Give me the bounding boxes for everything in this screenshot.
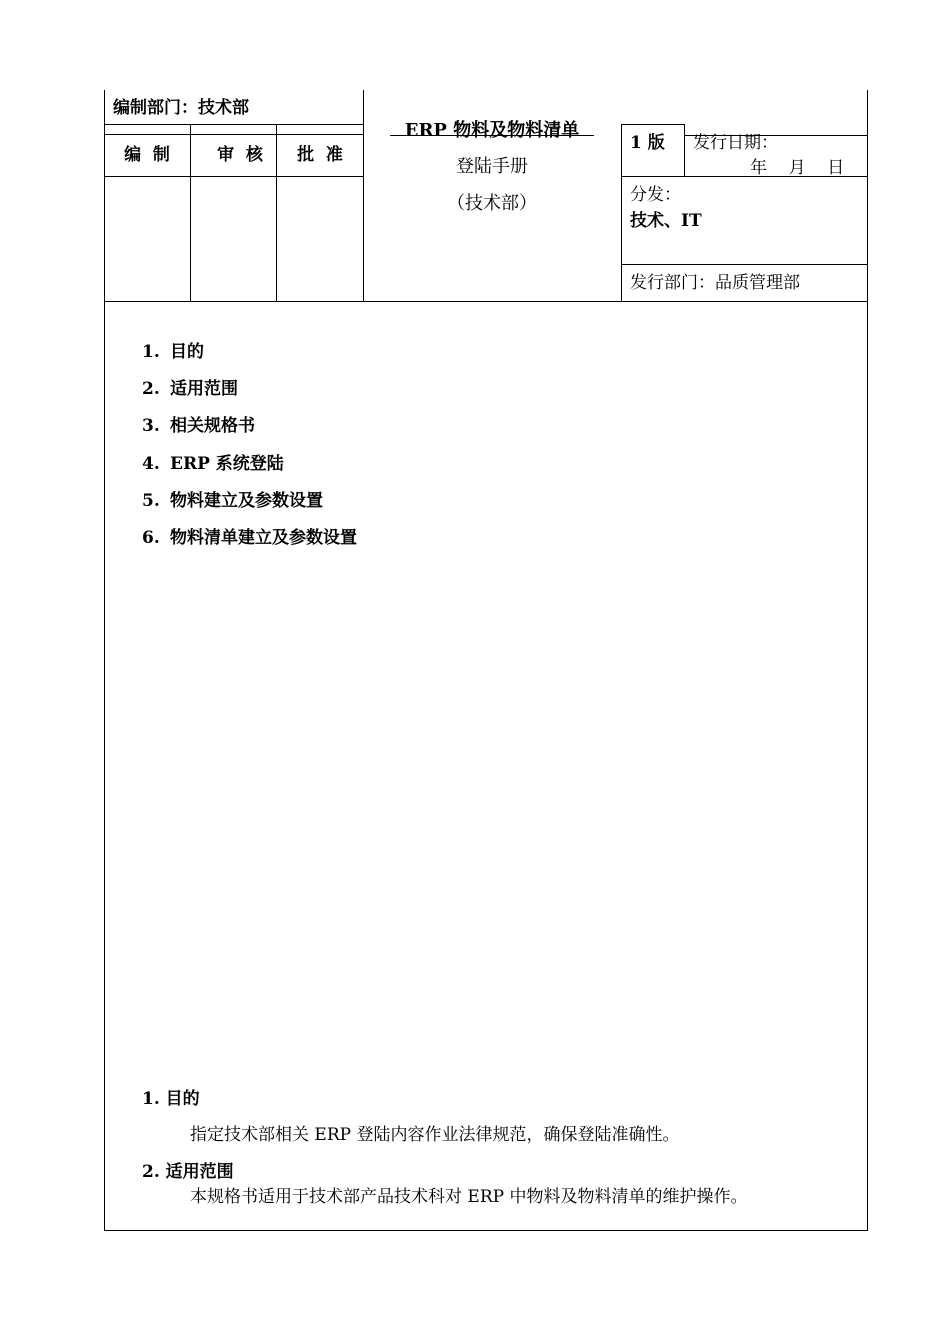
review-signature-cell[interactable] — [191, 177, 275, 300]
issue-date-label: 发行日期： — [693, 133, 778, 153]
title-line-2: 登陆手册 — [456, 156, 528, 177]
distribution-value: 技术、IT — [630, 211, 702, 231]
dept-label: 编制部门：技术部 — [113, 98, 249, 118]
section-scope-text: 本规格书适用于技术部产品技术科对 ERP 中物料及物料清单的维护操作。 — [190, 1187, 748, 1207]
header-bottom — [104, 301, 868, 302]
section-scope-heading: 2. 适用范围 — [142, 1162, 234, 1182]
toc-item[interactable]: 1. 目的 — [142, 342, 204, 362]
col-approve-label: 批 准 — [297, 145, 343, 165]
toc-item[interactable]: 3. 相关规格书 — [142, 416, 255, 436]
prepare-signature-cell[interactable] — [105, 177, 189, 300]
frame-right — [867, 90, 868, 1230]
version-label: 1 版 — [630, 133, 665, 153]
toc-item[interactable]: 5. 物料建立及参数设置 — [142, 491, 323, 511]
document-title — [363, 114, 621, 222]
issue-date-value: 年 月 日 — [750, 158, 845, 178]
toc-item[interactable]: 4. ERP 系统登陆 — [142, 454, 284, 474]
distribution-label: 分发： — [630, 185, 681, 205]
col-prepare-label: 编 制 — [124, 145, 170, 165]
approve-signature-cell[interactable] — [277, 177, 362, 300]
section-purpose-heading: 1. 目的 — [142, 1089, 200, 1109]
title-line-3: （技术部） — [447, 193, 537, 214]
toc-item[interactable]: 6. 物料清单建立及参数设置 — [142, 528, 357, 548]
frame-bottom — [104, 1230, 868, 1231]
col-review-label: 审 核 — [217, 145, 263, 165]
section-purpose-text: 指定技术部相关 ERP 登陆内容作业法律规范，确保登陆准确性。 — [190, 1125, 680, 1145]
toc-item[interactable]: 2. 适用范围 — [142, 379, 238, 399]
issuing-dept: 发行部门：品质管理部 — [630, 273, 800, 293]
title-line-1: ERP 物料及物料清单 — [404, 120, 580, 141]
